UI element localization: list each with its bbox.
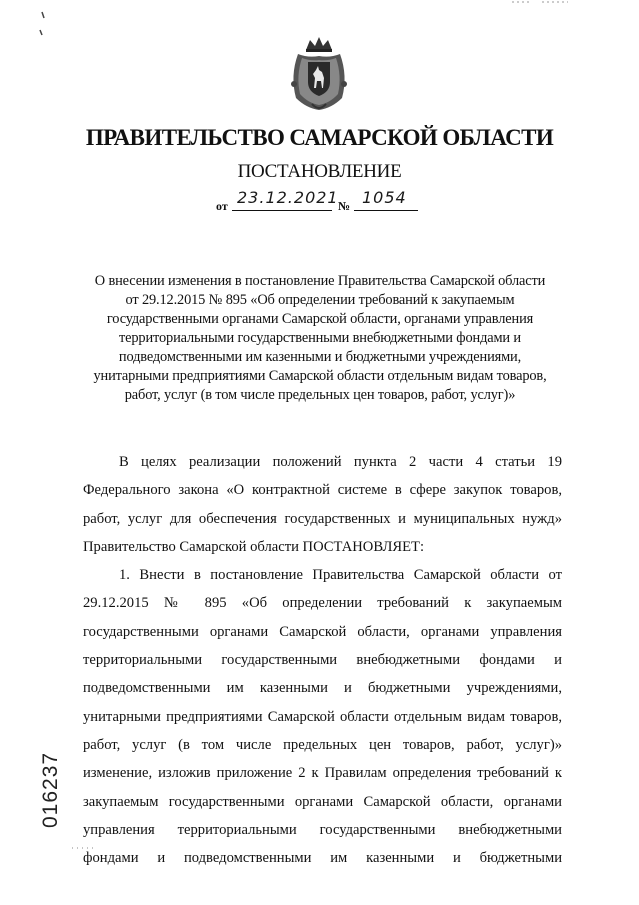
- scan-mark: [36, 10, 48, 38]
- body-line: подведомственными им казенными и бюджетными учреждениями,: [83, 680, 562, 697]
- body-line: унитарными предприятиями Самарской области отдельным видам товаров,: [83, 708, 562, 725]
- body-line: изменение, изложив приложение 2 к Правилам определения требований к: [83, 765, 562, 782]
- number-underline: [354, 210, 418, 211]
- number-prefix: №: [338, 199, 351, 213]
- subject-line: О внесении изменения в постановление Правительства Самарской области: [94, 273, 546, 289]
- handwritten-date: 23.12.2021: [237, 188, 339, 207]
- body-line: Правительство Самарской области ПОСТАНОВЛЯЕТ:: [83, 538, 425, 555]
- side-registration-number: 016237: [39, 751, 62, 828]
- scan-mark: [512, 0, 572, 6]
- body-line: территориальными государственными внебюджетными фондами и: [83, 652, 562, 669]
- handwritten-number: 1054: [362, 188, 407, 207]
- body-line: работ, услуг (в том числе предельных цен товаров, работ, услуг)»: [83, 736, 562, 753]
- subject-line: территориальными государственными внебюджетными фондами и: [119, 330, 521, 346]
- body-line: управления территориальными государственными внебюджетными: [83, 821, 562, 838]
- scan-mark: [70, 842, 100, 852]
- subject-line: государственными органами Самарской области, органами управления: [106, 311, 534, 327]
- subject-line: унитарными предприятиями Самарской области отдельным видам товаров,: [93, 368, 547, 384]
- body-line: Федерального закона «О контрактной системе в сфере закупок товаров,: [83, 482, 562, 499]
- document-subject: [70, 272, 570, 405]
- document-type: ПОСТАНОВЛЕНИЕ: [237, 161, 402, 182]
- document-body: [83, 448, 562, 872]
- date-underline: [232, 210, 332, 211]
- body-line: государственными органами Самарской области, органами управления: [83, 623, 562, 640]
- body-line: В целях реализации положений пункта 2 части 4 статьи 19: [119, 454, 562, 470]
- coat-of-arms-emblem: [284, 36, 354, 112]
- body-line: 29.12.2015 № 895 «Об определении требований к закупаемым: [83, 595, 562, 612]
- body-line: 1. Внести в постановление Правительства Самарской области от: [119, 567, 562, 584]
- body-line: работ, услуг для обеспечения государственных и муниципальных нужд»: [83, 510, 562, 527]
- body-line: фондами и подведомственными им казенными и бюджетными: [83, 850, 562, 867]
- body-line: закупаемым государственными органами Самарской области, органами: [83, 793, 562, 810]
- date-number-line: [0, 186, 639, 214]
- subject-line: от 29.12.2015 № 895 «Об определении требований к закупаемым: [125, 292, 515, 308]
- subject-line: работ, услуг (в том числе предельных цен товаров, работ, услуг)»: [124, 387, 516, 403]
- organization-title: ПРАВИТЕЛЬСТВО САМАРСКОЙ ОБЛАСТИ: [85, 125, 554, 150]
- subject-line: подведомственными им казенными и бюджетными учреждениями,: [118, 349, 522, 365]
- date-prefix: от: [216, 199, 228, 213]
